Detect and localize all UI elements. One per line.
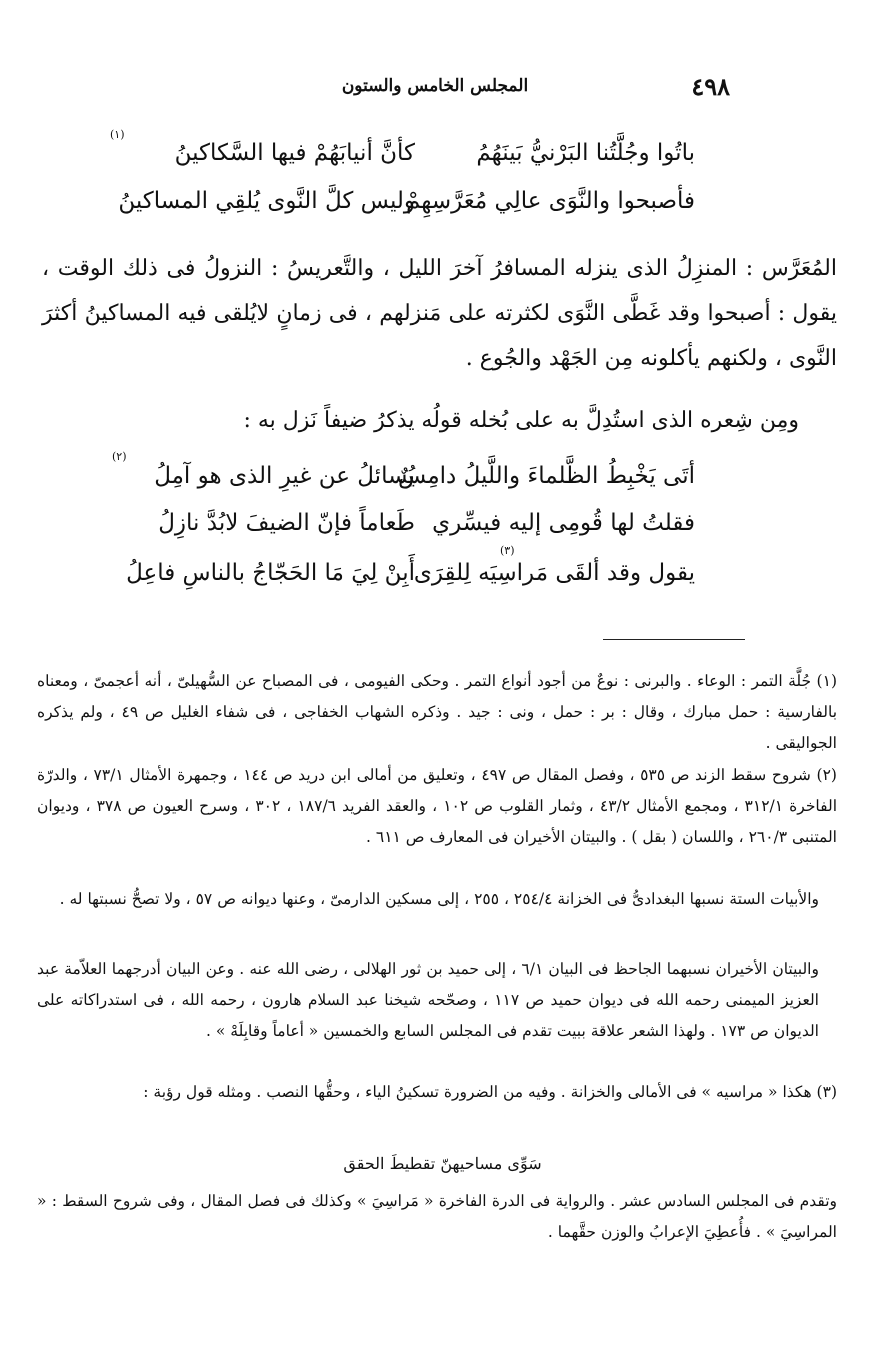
verse-4-first-hemistich: فقلتُ لها قُومِى إليه فيسِّري xyxy=(432,510,695,536)
running-title: المجلس الخامس والستون xyxy=(341,76,529,96)
footnote-2: (٢) شروح سقط الزند ص ٥٣٥ ، وفصل المقال ص ٤٩٧ ، وتعليق من أمالى ابن دريد ص ١٤٤ ، وجمهرة الأمثال ٧٣/١ ، والدرّة الفاخرة ٣١٢/١ ، ومجمع الأمثال ٤٣/٢ ، وثمار القلوب ص ١٠٢ ، والعقد الفريد ١٨٧/٦ ، ٣٠٢ ، وسرح العيون ص ٣٧٨ ، وديوان المتنبى ٢٦٠/٣ ، واللسان ( بقل ) . والبيتان الأخيران فى المعارف ص ٦١١ . xyxy=(37,766,838,846)
footnote-3-verse: سَوِّى مساحيهنّ تقطيطَ الحقق xyxy=(343,1154,542,1173)
verse-line-3 xyxy=(0,463,885,503)
footnote-3-cont: وتقدم فى المجلس السادس عشر . والرواية فى الدرة الفاخرة « مَراسِيَ » وكذلك فى فصل المقال ، وفى شروح السقط : « المراسِيَ » . فأُعطِيَ الإعرابُ والوزن حقَّهما . xyxy=(37,1192,837,1241)
verse-line-2 xyxy=(0,188,885,228)
footnote-separator xyxy=(603,639,745,640)
verse-3-second-hemistich: يُسائلُ عن غيرِ الذى هو آمِلُ xyxy=(154,463,415,489)
footnote-marker-1: (١) xyxy=(110,128,125,141)
verse-line-5 xyxy=(0,560,885,600)
verse-2-second-hemistich: وليس كلَّ النَّوى يُلقِي المساكينُ xyxy=(118,188,415,214)
verse-1-first-hemistich: باتُوا وجُلَّتُنا البَرْنيُّ بَينَهُمُ xyxy=(476,140,695,166)
verse-3-first-hemistich: أتَى يَخْبِطُ الظَّلماءَ واللَّيلُ دامِسٌ xyxy=(398,463,695,489)
verse-line-4 xyxy=(0,510,885,550)
page-number: ٤٩٨ xyxy=(691,72,730,101)
footnote-marker-2: (٢) xyxy=(112,450,127,463)
commentary-paragraph: المُعَرَّس : المنزِلُ الذى ينزله المسافرُ آخرَ الليل ، والتَّعريسُ : النزولُ فى ذلك الوقت ، يقول : أصبحوا وقد غَطَّى النَّوَى لكثرته على مَنزلهم ، فى زمانٍ لايُلقى فيه المساكينُ أكثرَ النَّوى ، ولكنهم يأكلونه مِن الجَهْد والجُوع . xyxy=(42,256,837,371)
page-header xyxy=(0,72,885,112)
verse-line-1 xyxy=(0,140,885,180)
footnote-3: (٣) هكذا « مراسيه » فى الأمالى والخزانة . وفيه من الضرورة تسكينُ الياء ، وحقُّها النصب . ومثله قول رؤبة : xyxy=(143,1083,837,1101)
verse-2-first-hemistich: فأصبحوا والنَّوَى عالِي مُعَرَّسِهِمْ xyxy=(405,188,695,214)
verse-5-first-hemistich: يقول وقد ألقَى مَراسِيَه لِلقِرَى xyxy=(413,560,695,586)
footnote-marker-3: (٣) xyxy=(500,544,515,557)
intro-paragraph: ومِن شِعره الذى استُدِلَّ به على بُخله قولُه يذكرُ ضيفاً نَزل به : xyxy=(243,408,799,433)
footnote-1: (١) جُلَّة التمر : الوعاء . والبرنى : نوعٌ من أجود أنواع التمر . وحكى الفيومى ، فى المصباح عن السُّهيلىّ ، أنه أعجمىّ ، ومعناه بالفارسية : حمل مبارك ، وقال : بر : حمل ، ونى : جيد . وذكره الشهاب الخفاجى ، فى شفاء الغليل ص ٤٩ ، ولم يذكره الجواليقى . xyxy=(37,672,838,752)
verse-1-second-hemistich: كأنَّ أنيابَهُمْ فيها السَّكاكينُ xyxy=(174,140,415,166)
verse-5-second-hemistich: أَبِنْ لِيَ مَا الحَجّاجُ بالناسِ فاعِلُ xyxy=(126,560,415,586)
footnote-2-cont-a: والأبيات الستة نسبها البغدادىُّ فى الخزانة ٢٥٤/٤ ، ٢٥٥ ، إلى مسكين الدارمىّ ، وعنها ديوانه ص ٥٧ ، ولا تصحُّ نسبتها له . xyxy=(59,890,819,908)
footnote-2-cont-b: والبيتان الأخيران نسبهما الجاحظ فى البيان ٦/١ ، إلى حميد بن ثور الهلالى ، رضى الله عنه . وعن البيان أدرجهما العلاّمة عبد العزيز الميمنى رحمه الله فى ديوان حميد ص ١١٧ ، وصحّحه شيخنا عبد السلام هارون ، رحمه الله ، فى استدراكاته على الديوان ص ١٧٣ . ولهذا الشعر علاقة ببيت تقدم فى المجلس السابع والخمسين « أعاماً وقابِلَهْ » . xyxy=(37,960,819,1040)
verse-4-second-hemistich: طَعاماً فإنّ الضيفَ لابُدَّ نازِلُ xyxy=(158,510,415,536)
